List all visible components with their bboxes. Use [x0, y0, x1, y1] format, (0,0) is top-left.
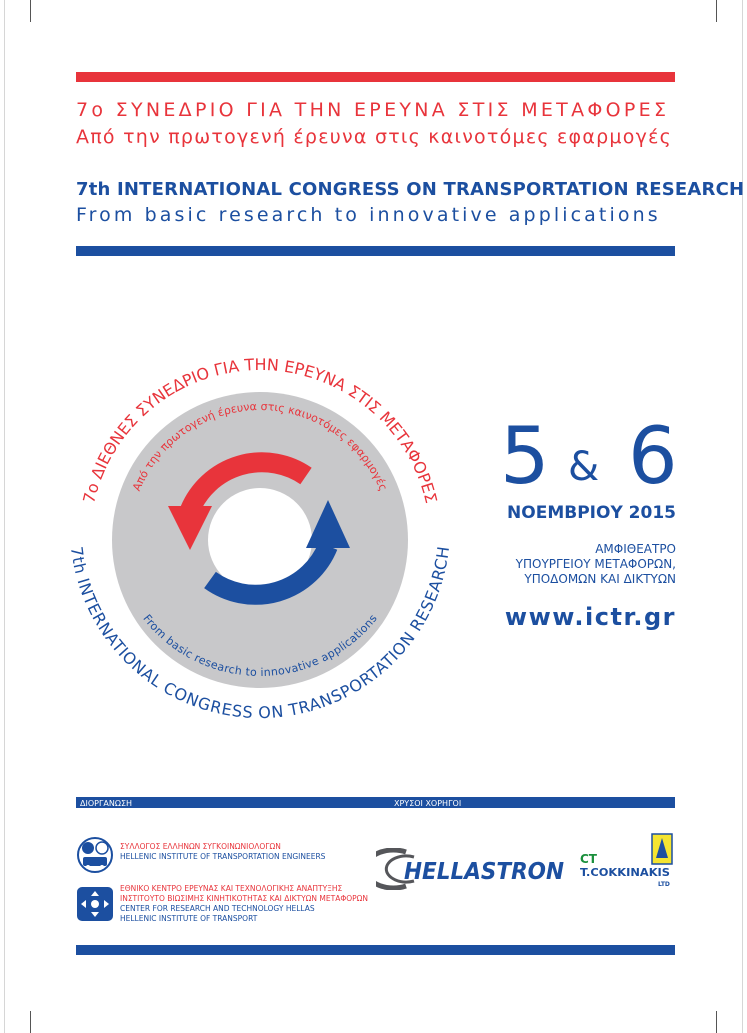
certh-hit-logo-icon [76, 886, 114, 922]
date-day-1: 5 [500, 412, 550, 502]
cokkinakis-logo [578, 830, 678, 890]
footer-blue-bar [76, 797, 675, 808]
cokkinakis-wordmark: T.COKKINAKIS [580, 866, 671, 879]
venue-line-2: ΥΠΟΥΡΓΕΙΟΥ ΜΕΤΑΦΟΡΩΝ, [515, 557, 676, 571]
crop-mark [30, 1011, 31, 1033]
crop-mark [716, 1011, 717, 1033]
org2-english-name-1: CENTER FOR RESEARCH AND TECHNOLOGY HELLAS [120, 904, 315, 913]
greek-subtitle: Από την πρωτογενή έρευνα στις καινοτόμες εφαρμογές [76, 126, 673, 148]
org2-english-name-2: HELLENIC INSTITUTE OF TRANSPORT [120, 914, 258, 923]
hellastron-wordmark: HELLASTRON [404, 859, 564, 885]
congress-emblem [60, 350, 460, 730]
emblem-outer-english: 7th INTERNATIONAL CONGRESS ON TRANSPORTATION RESEARCH [66, 545, 454, 723]
venue-line-3: ΥΠΟΔΟΜΩΝ ΚΑΙ ΔΙΚΤΥΩΝ [524, 572, 676, 586]
crop-mark [716, 0, 717, 22]
date-month-year: ΝΟΕΜΒΡΙΟΥ 2015 [507, 503, 676, 523]
header-blue-bar [76, 246, 675, 256]
greek-title: 7ο ΣΥΝΕΔΡΙΟ ΓΙΑ ΤΗΝ ΕΡΕΥΝΑ ΣΤΙΣ ΜΕΤΑΦΟΡΕΣ [76, 99, 670, 121]
emblem-inner-greek: Από την πρωτογενή έρευνα στις καινοτόμες εφαρμογές [130, 400, 390, 493]
date-day-2: 6 [628, 412, 678, 502]
hite-logo-icon [76, 836, 114, 874]
top-red-bar [76, 72, 675, 82]
emblem-inner-english: From basic research to innovative applications [140, 612, 380, 680]
crop-mark [30, 0, 31, 22]
org1-english-name: HELLENIC INSTITUTE OF TRANSPORTATION ENGINEERS [120, 852, 326, 861]
english-title: 7th INTERNATIONAL CONGRESS ON TRANSPORTATION RESEARCH [76, 179, 745, 200]
org2-greek-name-2: ΙΝΣΤΙΤΟΥΤΟ ΒΙΩΣΙΜΗΣ ΚΙΝΗΤΙΚΟΤΗΤΑΣ ΚΑΙ ΔΙΚΤΥΩΝ ΜΕΤΑΦΟΡΩΝ [120, 894, 368, 903]
venue-line-1: ΑΜΦΙΘΕΑΤΡΟ [595, 542, 676, 556]
english-subtitle: From basic research to innovative applications [76, 204, 661, 226]
cokkinakis-ltd: LTD [658, 881, 670, 888]
hellastron-logo [376, 848, 568, 890]
date-ampersand: & [568, 444, 600, 490]
org1-greek-name: ΣΥΛΛΟΓΟΣ ΕΛΛΗΝΩΝ ΣΥΓΚΟΙΝΩΝΙΟΛΟΓΩΝ [120, 842, 281, 851]
org2-greek-name-1: ΕΘΝΙΚΟ ΚΕΝΤΡΟ ΕΡΕΥΝΑΣ ΚΑΙ ΤΕΧΝΟΛΟΓΙΚΗΣ ΑΝΑΠΤΥΞΗΣ [120, 884, 343, 893]
cokkinakis-mark: CT [580, 852, 597, 866]
bottom-blue-bar [76, 945, 675, 955]
emblem-outer-greek: 7ο ΔΙΕΘΝΕΣ ΣΥΝΕΔΡΙΟ ΓΙΑ ΤΗΝ ΕΡΕΥΝΑ ΣΤΙΣ ΜΕΤΑΦΟΡΕΣ [79, 355, 441, 506]
sponsors-label: ΧΡΥΣΟΙ ΧΟΡΗΓΟΙ [394, 799, 462, 808]
organizers-label: ΔΙΟΡΓΑΝΩΣΗ [80, 799, 133, 808]
website-link[interactable]: www.ictr.gr [504, 603, 676, 631]
